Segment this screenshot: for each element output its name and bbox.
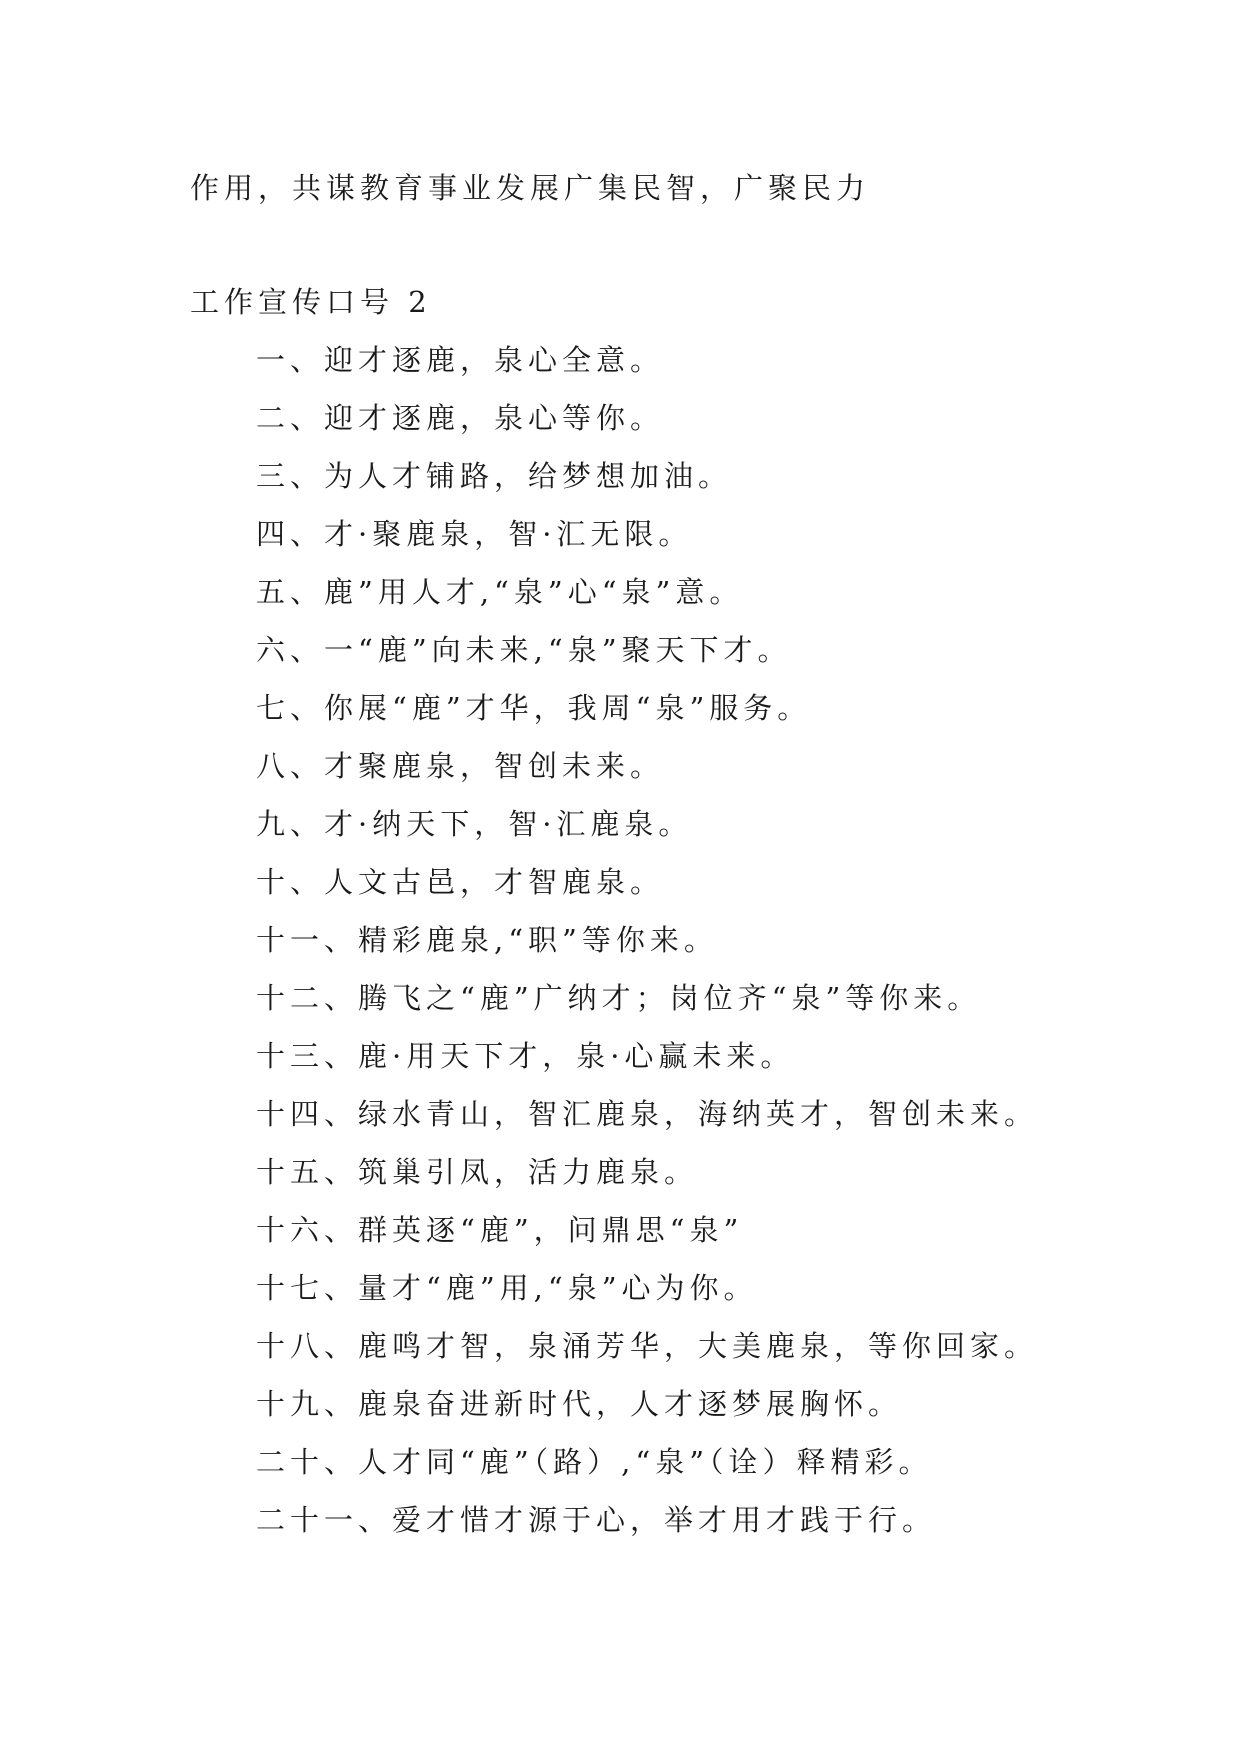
slogan-item: 三、为人才铺路，给梦想加油。: [256, 459, 733, 493]
slogan-item: 十、人文古邑，才智鹿泉。: [256, 865, 665, 899]
slogan-item: 五、鹿”用人才,“泉”心“泉”意。: [256, 575, 744, 609]
slogan-item: 十一、精彩鹿泉,“职”等你来。: [256, 923, 718, 957]
slogan-item: 十四、绿水青山，智汇鹿泉，海纳英才，智创未来。: [256, 1097, 1039, 1131]
slogan-item: 十八、鹿鸣才智，泉涌芳华，大美鹿泉，等你回家。: [256, 1329, 1039, 1363]
slogan-item: 十五、筑巢引凤，活力鹿泉。: [256, 1155, 699, 1189]
slogan-item: 八、才聚鹿泉，智创未来。: [256, 749, 665, 783]
section-title: 工作宣传口号 2: [190, 285, 432, 319]
slogan-list: [256, 340, 1038, 1558]
slogan-item: 六、一“鹿”向未来,“泉”聚天下才。: [256, 633, 792, 667]
slogan-item: 十六、群英逐“鹿”，问鼎思“泉”: [256, 1213, 744, 1247]
slogan-item: 一、迎才逐鹿，泉心全意。: [256, 343, 665, 377]
slogan-item: 二十、人才同“鹿”（路）,“泉”（诠）释精彩。: [256, 1445, 933, 1479]
slogan-item: 七、你展“鹿”才华，我周“泉”服务。: [256, 691, 812, 725]
slogan-item: 四、才·聚鹿泉，智·汇无限。: [256, 517, 693, 551]
slogan-item: 二、迎才逐鹿，泉心等你。: [256, 401, 665, 435]
slogan-item: 九、才·纳天下，智·汇鹿泉。: [256, 807, 693, 841]
slogan-item: 十九、鹿泉奋进新时代，人才逐梦展胸怀。: [256, 1387, 903, 1421]
slogan-item: 十二、腾飞之“鹿”广纳才；岗位齐“泉”等你来。: [256, 981, 982, 1015]
intro-line: 作用，共谋教育事业发展广集民智，广聚民力: [190, 171, 871, 205]
slogan-item: 二十一、爱才惜才源于心，举才用才践于行。: [256, 1503, 937, 1537]
slogan-item: 十三、鹿·用天下才，泉·心赢未来。: [256, 1039, 795, 1073]
slogan-item: 十七、量才“鹿”用,“泉”心为你。: [256, 1271, 758, 1305]
